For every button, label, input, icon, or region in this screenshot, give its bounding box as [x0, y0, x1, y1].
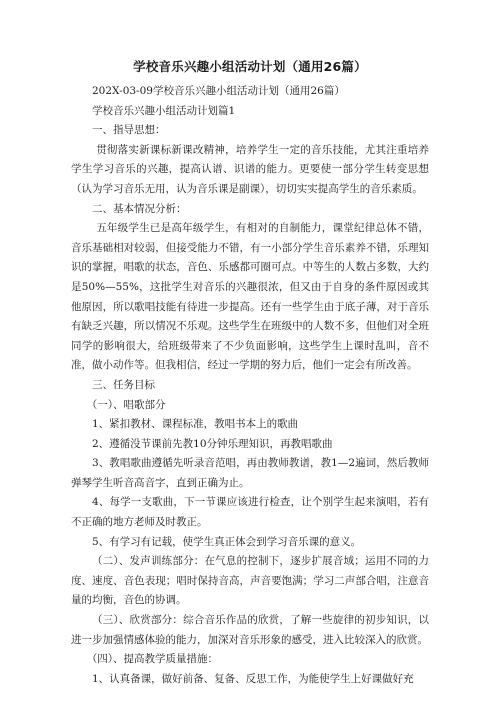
article-title: 学校音乐兴趣小组活动计划篇1	[92, 104, 236, 117]
section-heading-3: 三、任务目标	[92, 378, 155, 391]
measure-item-1: 1、认真备课，做好前备、复备、反思工作，为能使学生上好课做好充	[92, 672, 414, 685]
document-title: 学校音乐兴趣小组活动计划（通用26篇）	[133, 59, 367, 74]
section-heading-1: 一、指导思想：	[92, 124, 166, 137]
section-paragraph-1: 贯彻落实新课标新课改精神，培养学生一定的音乐技能，尤其注重培养学生学习音乐的兴趣，提高认谱、识谱的能力。更要使一部分学生转变思想（认为学习音乐无用，认为音乐课是副课），切切实实提高学生的音乐素质。	[71, 143, 429, 195]
list-item-4: 4、每学一支歌曲，下一节课应该进行检查，让个别学生起来演唱，若有不正确的地方老师及时教正。	[71, 496, 429, 529]
meta-line: 202X-03-09学校音乐兴趣小组活动计划（通用26篇）	[92, 85, 345, 97]
list-item-3: 3、教唱歌曲遵循先听录音范唱，再由教师教谱，教1—2遍词，然后教师弹琴学生听音高音字，直到正确为止。	[71, 457, 429, 489]
list-item-2: 2、遵循没节课前先教10分钟乐理知识，再教唱歌曲	[92, 437, 333, 450]
subsection-vocal-training: （二）、发声训练部分：在气息的控制下，逐步扩展音域；运用不同的力度、速度、音色表现；唱时保持音高，声音要饱满；学习二声部合唱，注意音量的均衡，音色的协调。	[71, 555, 429, 607]
document-body	[71, 82, 429, 689]
subsection-singing: （一）、唱歌部分	[86, 398, 166, 411]
subsection-quality-measures: （四）、提高教学质量措施：	[86, 653, 218, 666]
list-item-1: 1、紧扣教材、课程标准，教唱书本上的歌曲	[92, 418, 299, 431]
section-paragraph-2: 五年级学生已是高年级学生，有相对的自制能力，课堂纪律总体不错，音乐基础相对较弱，但接受能力不错，有一小部分学生音乐素养不错，乐理知识的掌握，唱歌的状态，音色、乐感都可圈可点。中等生的人数占多数，大约是50%—55%，这批学生对音乐的兴趣很浓，但又由于自身的条件原因或其他原因，所以歌唱技能有待进一步提高。还有一些学生由于底子薄，对于音乐有缺乏兴趣，所以情况不乐观。这些学生在班级中的人数不多，但他们对全班同学的影响很大，给班级带来了不少负面影响，这些学生上课时乱叫，音不准，做小动作等。但我相信，经过一学期的努力后，他们一定会有所改善。	[71, 222, 429, 372]
list-item-5: 5、有学习有记载，使学生真正体会到学习音乐课的意义。	[92, 535, 362, 548]
subsection-appreciation: （三）、欣赏部分：综合音乐作品的欣赏，了解一些旋律的初步知识，以进一步加强情感体验的能力，加深对音乐形象的感受，进入比较深入的欣赏。	[71, 614, 429, 646]
section-heading-2: 二、基本情况分析：	[92, 202, 187, 215]
